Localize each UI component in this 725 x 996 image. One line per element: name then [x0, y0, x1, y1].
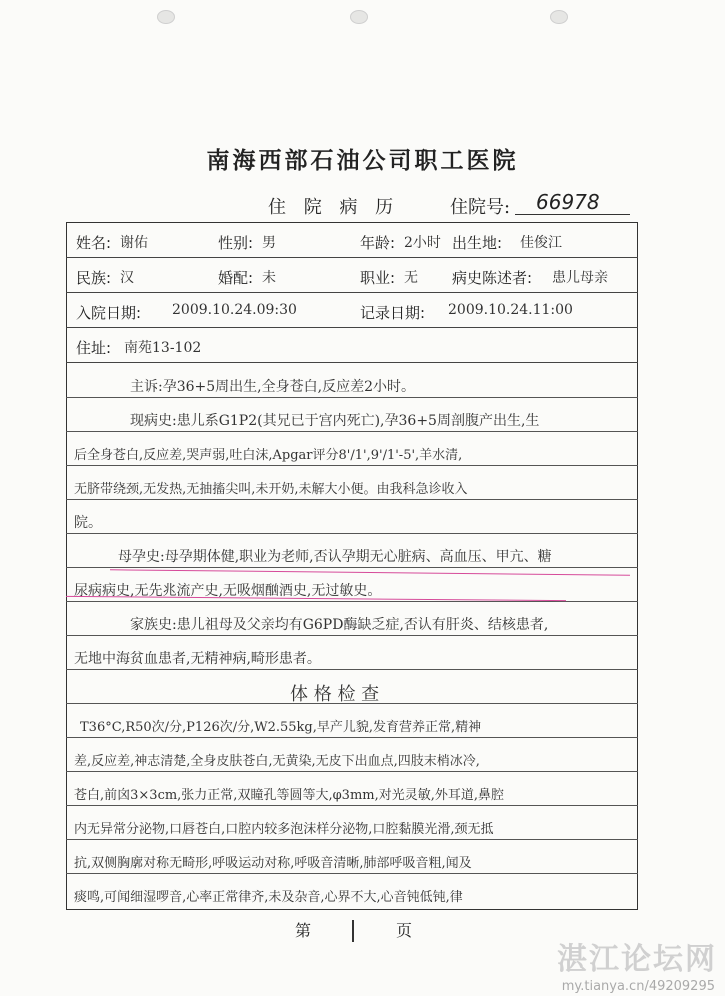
punch-hole-icon [157, 10, 175, 24]
sex-label: 性别: [218, 234, 254, 252]
informant-value: 患儿母亲 [552, 270, 608, 286]
name-label: 姓名: [76, 234, 112, 252]
maternal-history-line: 尿病病史,无先兆流产史,无吸烟酗酒史,无过敏史。 [74, 583, 382, 599]
footer-page-suffix: 页 [396, 921, 413, 940]
ruled-line [66, 669, 638, 670]
watermark: 湛江论坛网 [557, 942, 717, 977]
watermark-url: my.tianya.cn/49209295 [561, 979, 715, 994]
footer-page-prefix: 第 [295, 921, 312, 940]
history-line: 无脐带绕颈,无发热,无抽搐尖叫,未开奶,未解大小便。由我科急诊收入 [74, 482, 468, 497]
history-line: 现病史:患儿系G1P2(其兄已于宫内死亡),孕36+5周剖腹产出生,生 [130, 413, 540, 429]
ethnicity-label: 民族: [76, 269, 112, 287]
history-line: 后全身苍白,反应差,哭声弱,吐白沫,Apgar评分8'/1',9'/1'-5',羊水清, [74, 448, 463, 463]
chief-complaint-line: 主诉:孕36+5周出生,全身苍白,反应差2小时。 [130, 379, 415, 395]
reg-no-label: 住院号: [450, 197, 511, 218]
birthplace-label: 出生地: [452, 234, 503, 252]
form-title: 住 院 病 历 [268, 197, 400, 218]
ruled-line [66, 771, 638, 772]
ruled-line [66, 533, 638, 534]
address-value: 南苑13-102 [124, 340, 202, 356]
physical-exam-heading: 体 格 检 查 [290, 684, 380, 705]
marital-label: 婚配: [218, 269, 254, 287]
age-label: 年龄: [360, 234, 396, 252]
occupation-value: 无 [404, 270, 418, 286]
admit-date-value: 2009.10.24.09:30 [172, 302, 297, 318]
punch-hole-icon [350, 10, 368, 24]
ruled-line [66, 635, 638, 636]
exam-line: T36°C,R50次/分,P126次/分,W2.55kg,早产儿貌,发育营养正常,精神 [80, 720, 482, 735]
age-value: 2小时 [404, 235, 441, 251]
exam-line: 抗,双侧胸廓对称无畸形,呼吸运动对称,呼吸音清晰,肺部呼吸音粗,闻及 [74, 856, 472, 871]
informant-label: 病史陈述者: [452, 269, 533, 287]
family-history-line: 家族史:患儿祖母及父亲均有G6PD酶缺乏症,否认有肝炎、结核患者, [130, 617, 549, 633]
maternal-history-line: 母孕史:母孕期体健,职业为老师,否认孕期无心脏病、高血压、甲亢、糖 [118, 549, 552, 565]
admit-date-label: 入院日期: [76, 304, 142, 322]
exam-line: 痰鸣,可闻细湿啰音,心率正常律齐,未及杂音,心界不大,心音钝低钝,律 [74, 890, 463, 905]
reg-no-value: 66978 [536, 190, 600, 214]
birthplace-value: 佳俊江 [520, 235, 562, 251]
record-date-value: 2009.10.24.11:00 [448, 302, 573, 318]
marital-value: 未 [262, 270, 276, 286]
reg-no-underline [515, 214, 630, 215]
ruled-line [66, 873, 638, 874]
ruled-line [66, 567, 638, 568]
ruled-line [66, 839, 638, 840]
occupation-label: 职业: [360, 269, 396, 287]
ruled-line [66, 499, 638, 500]
ruled-line [66, 431, 638, 432]
ruled-line [66, 805, 638, 806]
ruled-line [66, 397, 638, 398]
address-label: 住址: [76, 339, 112, 357]
ruled-line [66, 601, 638, 602]
history-line: 院。 [74, 515, 102, 531]
exam-line: 苍白,前囟3×3cm,张力正常,双瞳孔等圆等大,φ3mm,对光灵敏,外耳道,鼻腔 [74, 788, 504, 803]
exam-line: 差,反应差,神志清楚,全身皮肤苍白,无黄染,无皮下出血点,四肢末梢冰冷, [74, 754, 480, 769]
family-history-line: 无地中海贫血患者,无精神病,畸形患者。 [74, 651, 321, 667]
exam-line: 内无异常分泌物,口唇苍白,口腔内较多泡沫样分泌物,口腔黏膜光滑,颈无抵 [74, 822, 494, 837]
record-date-label: 记录日期: [360, 304, 426, 322]
ethnicity-value: 汉 [120, 270, 134, 286]
ruled-line [66, 737, 638, 738]
ruled-line [66, 465, 638, 466]
punch-hole-icon [550, 10, 568, 24]
name-value: 谢佑 [120, 235, 148, 251]
hospital-name: 南海西部石油公司职工医院 [206, 147, 519, 174]
page-number-mark [352, 920, 354, 942]
sex-value: 男 [262, 235, 276, 251]
